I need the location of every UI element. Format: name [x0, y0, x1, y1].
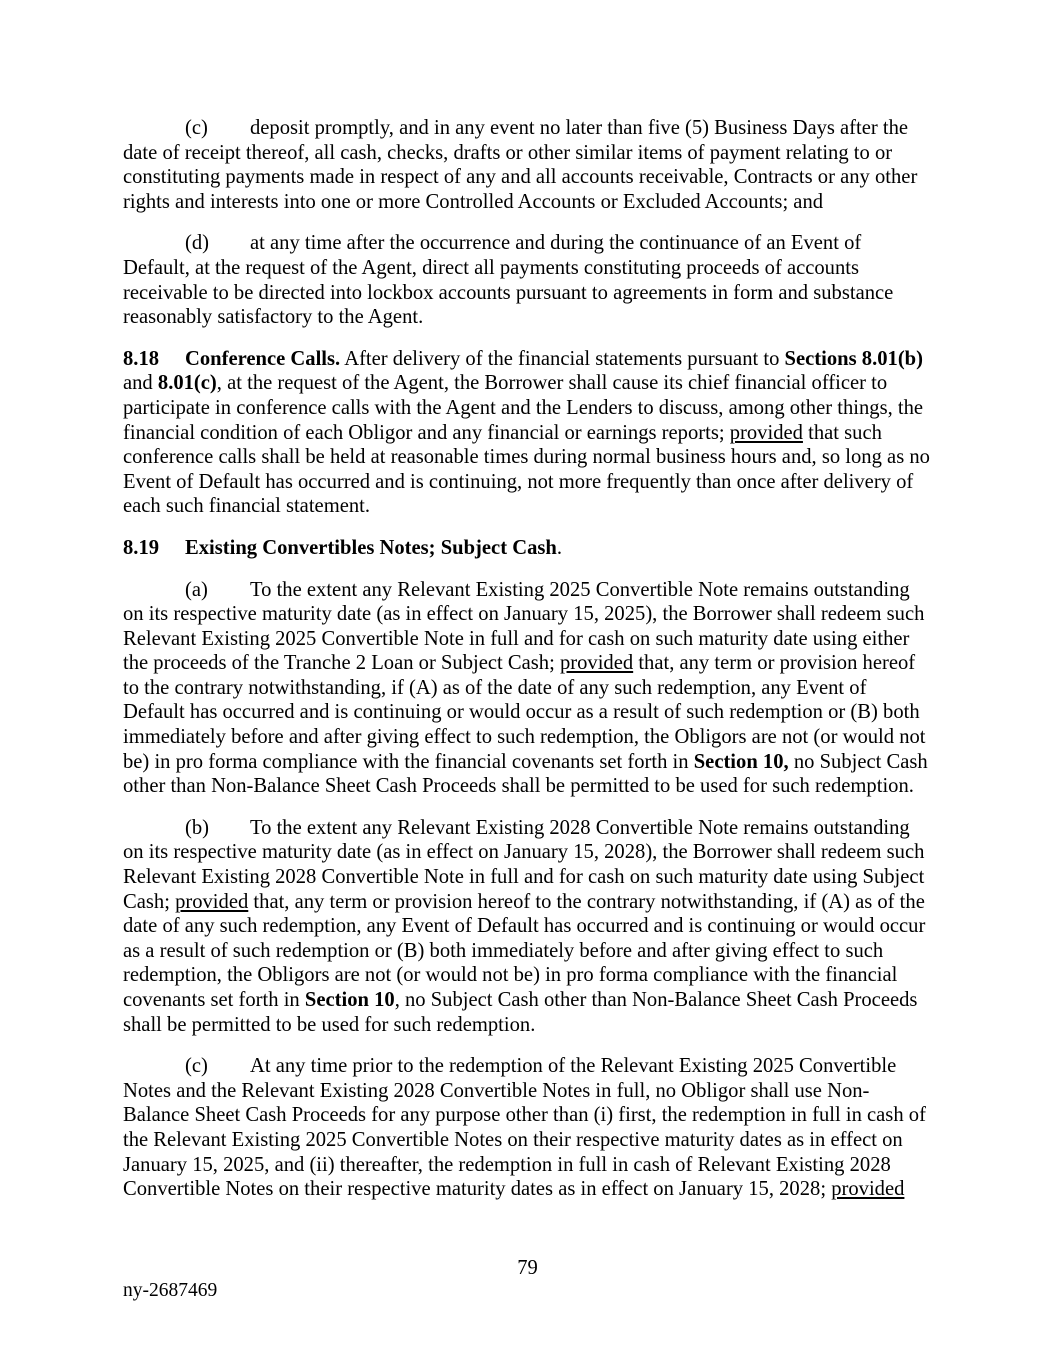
- paragraph-label: (a): [185, 578, 208, 601]
- text-segment: and: [123, 372, 158, 395]
- text-segment: To the extent any Relevant Existing 2028 Convertible Note remains outstanding on its respective maturity date (as in effect on January 15, 2028), the Borrower shall redeem such Relevant Existing 2028 Convertible Note in full and for cash on such maturity date using Subject Cash;: [123, 816, 925, 913]
- text-segment: that, any term or provision hereof to the contrary notwithstanding, if (A) as of the date of any such redemption, any Event of Default has occurred and is continuing or would occur as a result of such redemption or (B) both immediately before and after giving effect to such redemption, the Obligors are not (or would not be) in pro forma compliance with the financial covenants set forth in: [123, 890, 926, 1011]
- section-number: 8.18: [123, 347, 160, 370]
- section-8-19-heading: [123, 536, 933, 561]
- cross-reference: 8.01(c): [157, 372, 217, 395]
- text-segment: that, any term or provision hereof to the contrary notwithstanding, if (A) as of the date of any such redemption, any Event of Default has occurred and is continuing or would occur as a result of such redemption or (B) both immediately before and after giving effect to such redemption, the Obligors are not (or would not be) in pro forma compliance with the financial covenants set forth in: [123, 652, 926, 773]
- text-segment: After delivery of the financial statements pursuant to: [340, 347, 785, 370]
- proviso-term: provided: [559, 652, 634, 675]
- cross-reference: Section 10,: [693, 750, 789, 773]
- paragraph-b-2028-notes: [123, 816, 933, 1037]
- section-title: Conference Calls.: [185, 347, 341, 370]
- cross-reference: Sections 8.01(b): [784, 347, 923, 370]
- section-number: 8.19: [123, 536, 160, 559]
- cross-reference: Section 10: [304, 989, 395, 1011]
- text-segment: To the extent any Relevant Existing 2025 Convertible Note remains outstanding on its respective maturity date (as in effect on January 15, 2025), the Borrower shall redeem such Relevant Existing 2025 Convertible Note in full and for cash on such maturity date using either the proceeds of the Tranche 2 Loan or Subject Cash;: [123, 578, 925, 675]
- text-segment: .: [556, 536, 562, 559]
- document-body: [123, 116, 933, 1219]
- text-segment: , at the request of the Agent, the Borrower shall cause its chief financial officer to participate in conference calls with the Agent and the Lenders to discuss, among other things, the financial condition of each Obligor and any financial or earnings reports;: [123, 372, 924, 444]
- proviso-term: provided: [729, 421, 803, 444]
- paragraph-a-2025-notes: [123, 578, 933, 799]
- document-id: ny-2687469: [123, 1280, 218, 1301]
- page-number: 79: [517, 1257, 538, 1279]
- section-title: Existing Convertibles Notes; Subject Cash: [185, 536, 557, 559]
- paragraph-label: (d): [185, 232, 210, 255]
- paragraph-label: (b): [185, 816, 210, 839]
- paragraph-text: deposit promptly, and in any event no later than five (5) Business Days after the date of receipt thereof, all cash, checks, drafts or other similar items of payment relating to or constituting payments made in respect of any and all accounts receivable, Contracts or any other rights and interests into one or more Controlled Accounts or Excluded Accounts; and: [123, 117, 918, 213]
- proviso-term: provided: [175, 890, 249, 913]
- text-segment: that such conference calls shall be held at reasonable times during normal business hours and, so long as no Event of Default has occurred and is continuing, not more frequently than once after delivery of each such financial statement.: [123, 421, 930, 518]
- paragraph-label: (c): [185, 117, 208, 139]
- paragraph-d-lockbox: [123, 231, 933, 329]
- text-segment: no Subject Cash other than Non-Balance Sheet Cash Proceeds shall be permitted to be used for such redemption.: [123, 750, 928, 798]
- proviso-term: provided: [831, 1178, 905, 1201]
- section-8-18-conference-calls: [123, 347, 933, 519]
- text-segment: At any time prior to the redemption of the Relevant Existing 2025 Convertible Notes and the Relevant Existing 2028 Convertible Notes in full, no Obligor shall use Non-Balance Sheet Cash Proceeds for any purpose other than (i) first, the redemption in full in cash of the Relevant Existing 2025 Convertible Notes on their respective maturity dates as in effect on January 15, 2025, and (ii) thereafter, the redemption in full in cash of Relevant Existing 2028 Convertible Notes on their respective maturity dates as in effect on January 15, 2028;: [123, 1055, 926, 1201]
- paragraph-c-deposit: [123, 116, 933, 214]
- paragraph-c-redemption-priority: [123, 1054, 933, 1202]
- paragraph-text: at any time after the occurrence and during the continuance of an Event of Default, at the request of the Agent, direct all payments constituting proceeds of accounts receivable to be directed into lockbox accounts pursuant to agreements in form and substance reasonably satisfactory to the Agent.: [123, 232, 894, 329]
- paragraph-label: (c): [185, 1055, 208, 1078]
- text-segment: , no Subject Cash other than Non-Balance Sheet Cash Proceeds shall be permitted to be used for such redemption.: [123, 989, 918, 1036]
